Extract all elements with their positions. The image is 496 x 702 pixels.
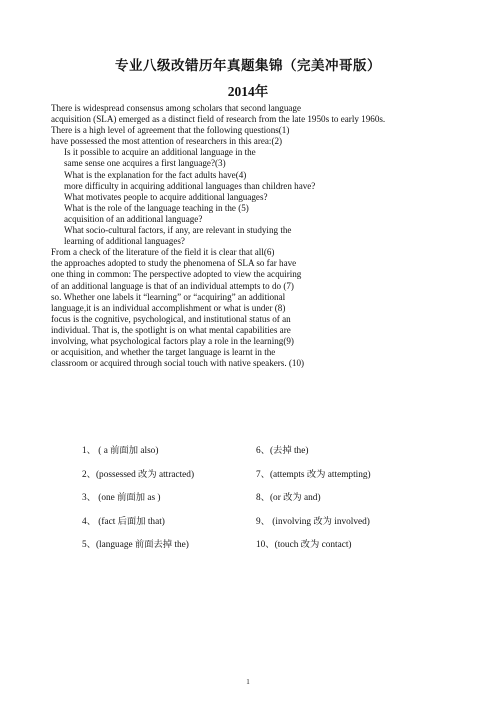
answer-item: 2、(possessed 改为 attracted) xyxy=(82,469,195,480)
passage-line: language,it is an individual accomplishment or what is under (8) xyxy=(51,302,286,313)
passage-line: the approaches adopted to study the phenomena of SLA so far have xyxy=(51,258,297,269)
passage-line: so. Whether one labels it “learning” or “acquiring” an additional xyxy=(51,291,286,302)
passage-line: What is the explanation for the fact adults have(4) xyxy=(64,169,247,180)
answer-key xyxy=(82,442,462,560)
answer-item: 8、(or 改为 and) xyxy=(256,493,321,503)
passage-line: of an additional language is that of an individual attempts to do (7) xyxy=(51,280,294,291)
passage-line: classroom or acquired through social touch with native speakers. (10) xyxy=(51,358,305,369)
answer-row xyxy=(82,536,462,560)
answer-item: 6、(去掉 the) xyxy=(256,446,309,456)
answer-row xyxy=(82,442,462,466)
answer-item: 9、 (involving 改为 involved) xyxy=(256,516,370,527)
passage-line: individual. That is, the spotlight is on what mental capabilities are xyxy=(51,324,291,335)
passage-line: one thing in common: The perspective adopted to view the acquiring xyxy=(51,269,302,280)
passage-line: focus is the cognitive, psychological, and institutional status of an xyxy=(51,313,291,324)
passage-line: or acquisition, and whether the target language is learnt in the xyxy=(51,347,276,358)
passage-line: There is widespread consensus among scholars that second language xyxy=(51,103,302,113)
answer-item: 10、(touch 改为 contact) xyxy=(256,540,352,550)
answer-row xyxy=(82,489,462,513)
passage-line: What is the role of the language teaching in the (5) xyxy=(64,202,249,213)
passage-line: involving, what psychological factors play a role in the learning(9) xyxy=(51,335,294,346)
passage-line: same sense one acquires a first language?(3) xyxy=(64,158,226,169)
passage-line: From a check of the literature of the field it is clear that all(6) xyxy=(51,247,275,258)
passage-line: learning of additional languages? xyxy=(64,236,185,247)
year-heading: 2014年 xyxy=(227,84,269,99)
page-number: 1 xyxy=(246,678,250,686)
passage-line: acquisition of an additional language? xyxy=(64,213,203,224)
answer-row xyxy=(82,513,462,537)
passage-line: Is it possible to acquire an additional language in the xyxy=(64,147,256,158)
answer-row xyxy=(82,466,462,490)
answer-item: 3、 (one 前面加 as ) xyxy=(82,493,161,503)
passage-line: acquisition (SLA) emerged as a distinct field of research from the late 1950s to early 1960s. xyxy=(51,114,386,125)
passage-line: There is a high level of agreement that the following questions(1) xyxy=(51,125,290,136)
document-title: 专业八级改错历年真题集锦（完美冲哥版） xyxy=(115,58,381,73)
passage-line: What motivates people to acquire additional languages? xyxy=(64,191,268,202)
answer-item: 5、(language 前面去掉 the) xyxy=(82,540,189,550)
answer-item: 7、(attempts 改为 attempting) xyxy=(256,469,371,480)
passage-line: have possessed the most attention of researchers in this area:(2) xyxy=(51,136,283,147)
answer-item: 1、 ( a 前面加 also) xyxy=(82,446,159,456)
answer-item: 4、 (fact 后面加 that) xyxy=(82,516,165,527)
passage-line: more difficulty in acquiring additional languages than children have? xyxy=(64,180,316,191)
passage-line: What socio-cultural factors, if any, are relevant in studying the xyxy=(64,225,292,236)
passage xyxy=(51,103,471,369)
